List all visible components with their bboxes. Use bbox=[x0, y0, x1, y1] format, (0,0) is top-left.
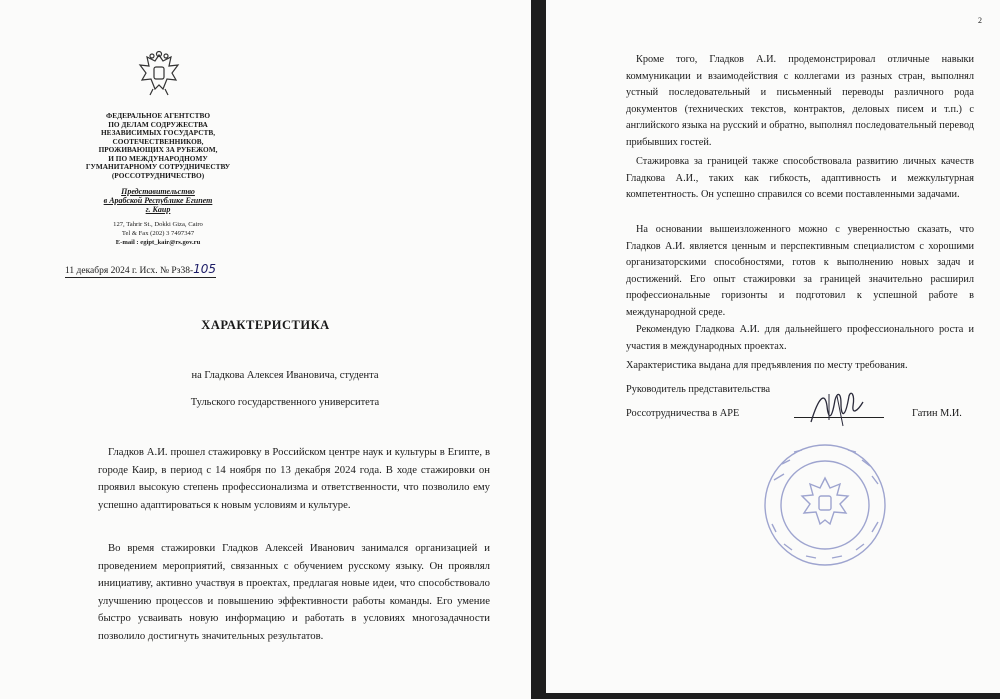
letter-page-2 bbox=[546, 0, 1000, 693]
registration-line bbox=[65, 262, 216, 278]
representation-office: Представительство в Арабской Республике Египет г. Каир bbox=[103, 187, 213, 214]
organization-name: ФЕДЕРАЛЬНОЕ АГЕНТСТВО ПО ДЕЛАМ СОДРУЖЕСТВА НЕЗАВИСИМЫХ ГОСУДАРСТВ, СООТЕЧЕСТВЕННИКОВ, ПРОЖИВАЮЩИХ ЗА РУБЕЖОМ, И ПО МЕЖДУНАРОДНОМУ ГУМАНИТАРНОМУ СОТРУДНИЧЕСТВУ (РОССОТРУДНИЧЕСТВО) bbox=[85, 111, 231, 180]
office-address: 127, Tahrir St., Dokki Giza, Cairo Tel & Fax (202) 3 7497347 E-mail : egipt_kair@rs.gov.ru bbox=[80, 220, 236, 247]
signer-name: Гатин М.И. bbox=[912, 408, 962, 419]
official-stamp bbox=[760, 440, 890, 570]
paragraph-1: Гладков А.И. прошел стажировку в Российском центре наук и культуры в Египте, в городе Каир, в период с 14 ноября по 13 декабря 2024 года. В ходе стажировки он проявил высокую степень профессионализма и ответственности, что позволило ему успешно адаптироваться к новым условиям и культуре. bbox=[98, 446, 490, 511]
handwritten-signature bbox=[801, 386, 871, 432]
registration-text: 11 декабря 2024 г. Исх. № Рз38- bbox=[65, 266, 194, 276]
paragraph-6: Рекомендую Гладкова А.И. для дальнейшего профессионального роста и участия в международных проектах. bbox=[626, 324, 974, 352]
coat-of-arms-icon bbox=[136, 49, 182, 97]
paragraph-4: Стажировка за границей также способствовала развитию личных качеств Гладкова А.И., таких как гибкость, адаптивность и межкультурная компетентность. Он успешно справился со всеми поставленными задачами. bbox=[626, 156, 974, 200]
paragraph-2: Во время стажировки Гладков Алексей Иванович занимался организацией и проведением мероприятий, связанных с обучением русскому языку. Он проявлял инициативу, активно участвуя в проектах, предлагая новые идеи, что способствовало улучшению процессов и повышению эффективности работы команды. Его умение быстро усваивать новую информацию и работать в условиях многозадачности позволило достигнуть значительных результатов. bbox=[98, 542, 490, 642]
email-address: E-mail : egipt_kair@rs.gov.ru bbox=[115, 239, 201, 246]
signer-title-line-1: Руководитель представительства bbox=[626, 384, 771, 395]
subject-line-1: на Гладкова Алексея Ивановича, студента bbox=[191, 370, 379, 381]
paragraph-5: На основании вышеизложенного можно с уверенностью сказать, что Гладков А.И. является ценным и перспективным специалистом с хорошими организаторскими способностями, готов к выполнению новых задач и достижений. Его опыт стажировки за границей значительно расширил профессиональные горизонты и подготовил к успешной работе в международной среде. bbox=[626, 224, 974, 318]
page-number: 2 bbox=[978, 16, 982, 25]
issued-note: Характеристика выдана для предъявления по месту требования. bbox=[626, 360, 908, 371]
paragraph-3: Кроме того, Гладков А.И. продемонстрировал отличные навыки коммуникации и взаимодействия с коллегами из разных стран, выполнял устный последовательный и письменный переводы различного рода документов (технических текстов, контрактов, деловых писем и т.п.) с английского языка на русский и обратно, выполнял последовательный перевод прибывших гостей. bbox=[626, 54, 974, 148]
document-title: ХАРАКТЕРИСТИКА bbox=[201, 318, 330, 332]
signer-title-line-2: Россотрудничества в АРЕ bbox=[626, 408, 740, 419]
subject-line-2: Тульского государственного университета bbox=[190, 397, 380, 408]
handwritten-number: 105 bbox=[193, 262, 217, 276]
